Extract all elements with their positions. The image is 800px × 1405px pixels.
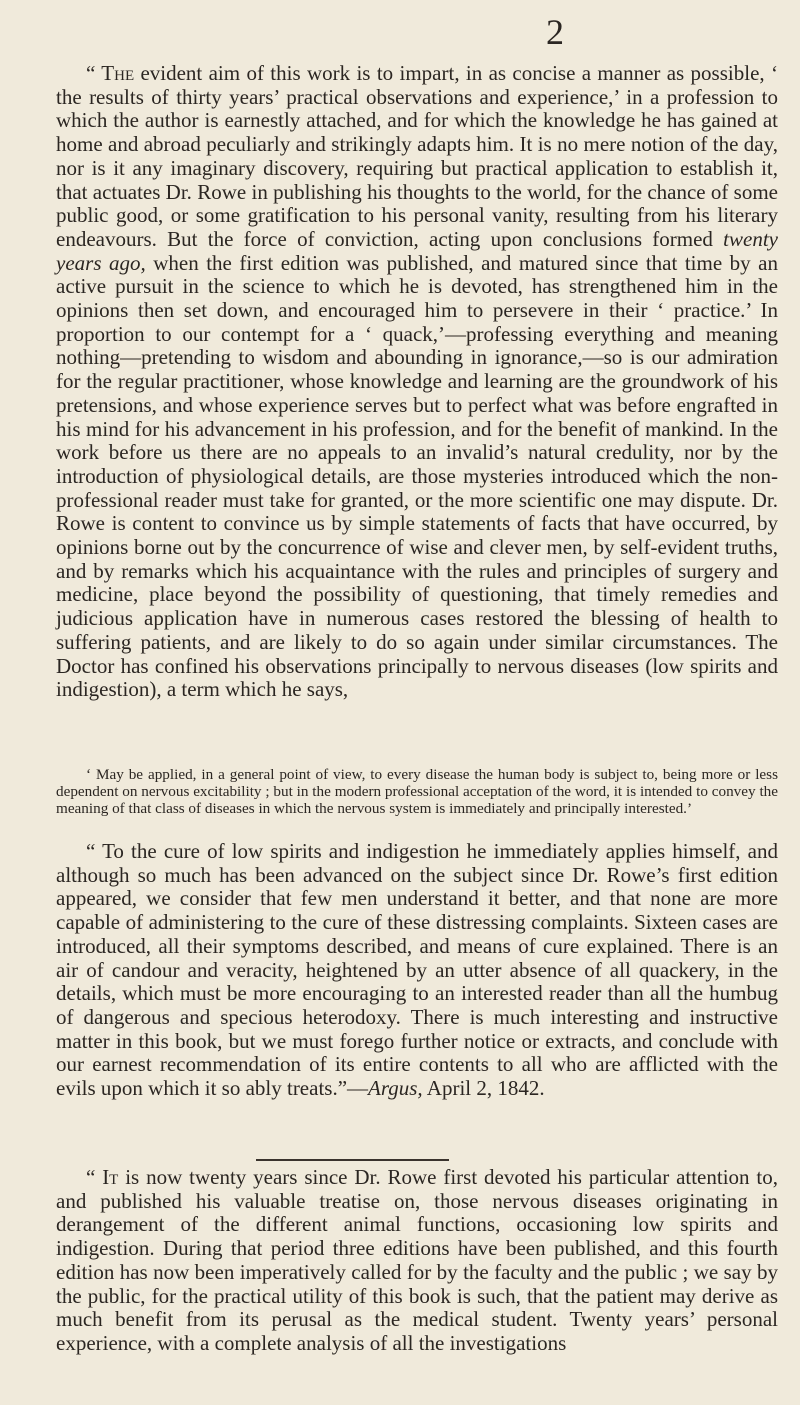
- page-number: 2: [546, 12, 564, 52]
- paragraph-text: when the first edition was published, and matured since that time by an active pursuit in the science to which he is devoted, has strengthened him in the opinions then set down, and encouraged him to persevere in their ‘ practice.’ In proportion to our contempt for a ‘ quack,’—professing everything and meaning nothing—pretending to wisdom and abounding in ignorance,—so is our admiration for the regular practitioner, whose knowledge and learning are the groundwork of his pretensions, and whose experience serves but to perfect what was before engrafted in his mind for his advancement in his profession, and for the benefit of mankind. In the work before us there are no appeals to an invalid’s natural credulity, nor by the introduction of physiological details, are those mysteries introduced which the non-professional reader must take for granted, or the more scientific one may dispute. Dr. Rowe is content to convince us by simple statements of facts that have occurred, by opinions borne out by the concurrence of wise and clever men, by self-evident truths, and by remarks which his acquaintance with the rules and principles of surgery and medicine, place beyond the possibility of questioning, that timely remedies and judicious application have in numerous cases restored the blessing of health to suffering patients, and are likely to do so again under similar circumstances. The Doctor has confined his observations principally to nervous diseases (low spirits and indigestion), a term which he says,: [56, 250, 778, 702]
- review-paragraph-2: [56, 840, 778, 1101]
- emphasis-text: twenty years ago,: [56, 226, 778, 275]
- paragraph-text: is now twenty years since Dr. Rowe first devoted his particular attention to, and published his valuable treatise on, those nervous diseases originating in derangement of the different animal functions, occasioning low spirits and indigestion. During that period three editions have been published, and this fourth edition has now been imperatively called for by the faculty and the public ; we say by the public, for the practical utility of this book is such, that the patient may derive as much benefit from its perusal as the medical student. Twenty years’ personal experience, with a complete analysis of all the investigations: [56, 1165, 779, 1355]
- section-divider: [256, 1159, 449, 1161]
- paragraph-text: “ To the cure of low spirits and indigestion he immediately applies himself, and although so much has been advanced on the subject since Dr. Rowe’s first edition appeared, we consider that few men understand it better, and that none are more capable of administering to the cure of these distressing complaints. Sixteen cases are introduced, all their symptoms described, and means of cure explained. There is an air of candour and veracity, heightened by an utter absence of all quackery, in the details, which must be more encouraging to an interested reader than all the humbug of dangerous and specious heterodoxy. There is much interesting and instructive matter in this book, but we must forego further notice or extracts, and conclude with our earnest recommendation of its entire contents to all who are afflicted with the evils upon which it so ably treats.”—: [56, 839, 778, 1101]
- review-paragraph-3: [56, 1166, 778, 1356]
- review-paragraph-1: [56, 62, 778, 702]
- source-name: Argus,: [368, 1076, 423, 1101]
- paragraph-lead: “ It: [86, 1165, 119, 1189]
- paragraph-text: evident aim of this work is to impart, in as concise a manner as possible, ‘ the results of thirty years’ practical observations and experience,’ in a profession to which the author is earnestly attached, and for which the knowledge he has gained at home and abroad peculiarly and strikingly adapts him. It is no mere notion of the day, nor is it any imaginary discovery, requiring but practical application to establish it, that actuates Dr. Rowe in publishing his thoughts to the world, for the chance of some public good, or some gratification to his personal vanity, resulting from his literary endeavours. But the force of conviction, acting upon conclusions formed: [56, 61, 778, 251]
- source-date: April 2, 1842.: [422, 1076, 545, 1101]
- paragraph-lead: “ The: [86, 61, 135, 85]
- quoted-definition: ‘ May be applied, in a general point of view, to every disease the human body is subject to, being more or less dependent on nervous excitability ; but in the modern professional acceptation of the word, it is intended to convey the meaning of that class of diseases in which the nervous system is immediately and principally interested.’: [56, 766, 778, 817]
